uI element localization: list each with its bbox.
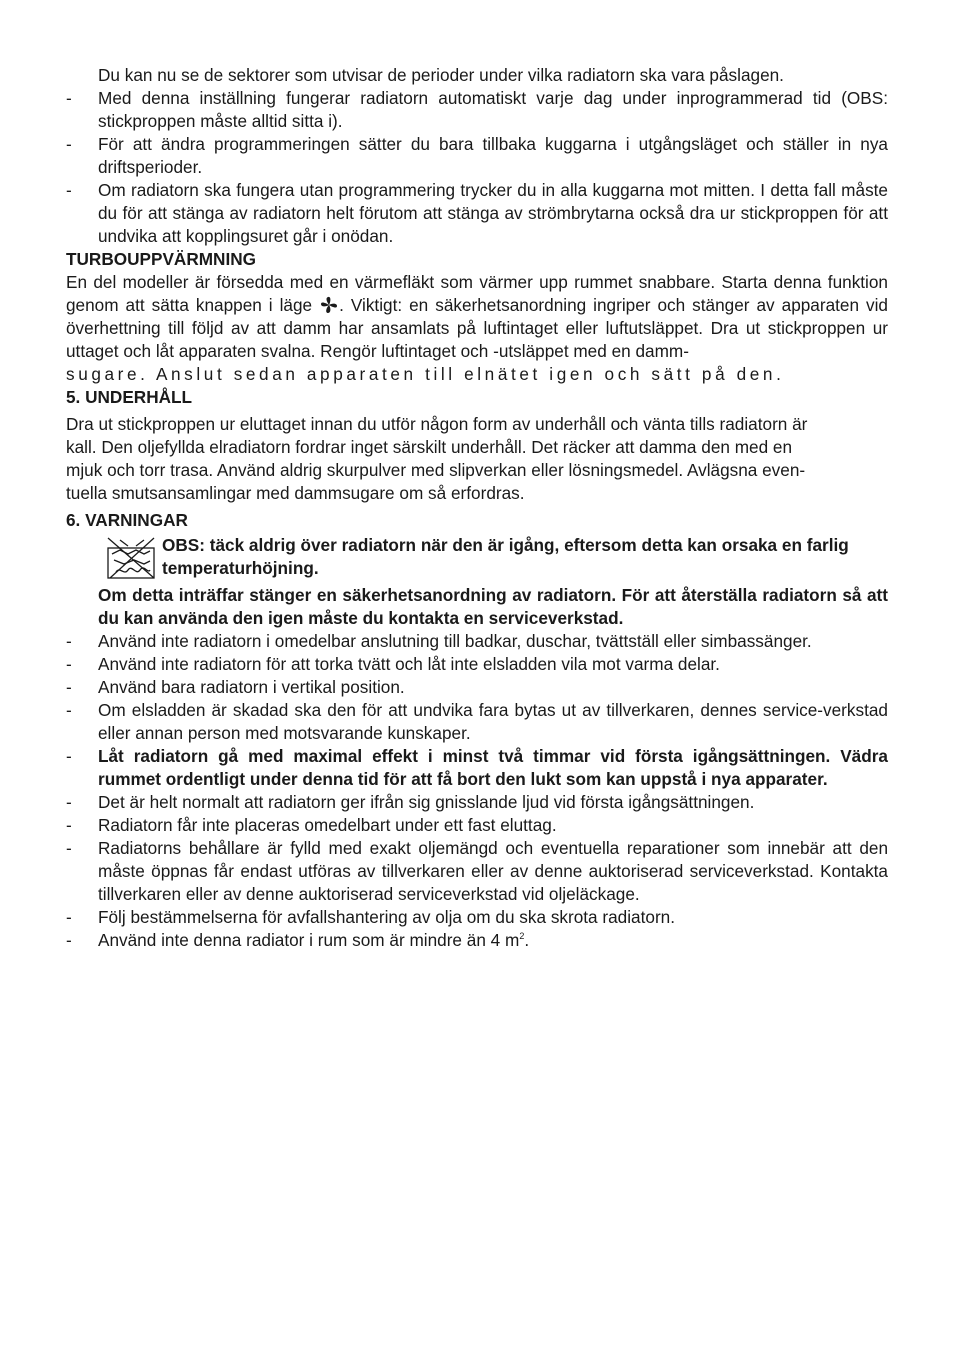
superscript: 2 [519, 931, 525, 941]
list-item [66, 133, 888, 179]
warning-obs-text: OBS: täck aldrig över radiatorn när den är igång, eftersom detta kan orsaka en farlig temperaturhöjning. [162, 535, 849, 578]
turbo-last-line: sugare. Anslut sedan apparaten till elnätet igen och sätt på den. [66, 364, 785, 384]
list-item [66, 699, 888, 745]
list-item-text: Använd bara radiatorn i vertikal position. [98, 677, 405, 697]
safety-note: Om detta inträffar stänger en säkerhetsanordning av radiatorn. För att återställa radiatorn så att du kan använda den igen måste du kontakta en serviceverkstad. [98, 585, 888, 628]
list-item-text-bold: Låt radiatorn gå med maximal effekt i minst två timmar vid första igångsättningen. Vädra rummet ordentligt under denna tid för att få bort den lukt som kan uppstå i nya apparater. [98, 746, 888, 789]
list-item [66, 676, 888, 699]
list-item-text: Med denna inställning fungerar radiatorn automatiskt varje dag under inprogrammerad tid (OBS: stickproppen måste alltid sitta i). [98, 88, 888, 131]
list-item-text: Radiatorn får inte placeras omedelbart under ett fast eluttag. [98, 815, 557, 835]
list-item [66, 929, 888, 952]
list-item [66, 179, 888, 248]
list-item [66, 653, 888, 676]
list-item-text [98, 929, 888, 952]
warnings-list [66, 630, 888, 952]
list-item-text: Använd inte radiatorn i omedelbar anslutning till badkar, duschar, tvättställ eller simbassänger. [98, 631, 812, 651]
list-item-text: För att ändra programmeringen sätter du bara tillbaka kuggarna i utgångsläget och ställer in nya driftsperioder. [98, 134, 888, 177]
list-item [66, 87, 888, 133]
last-item-end: . [524, 930, 530, 950]
maintenance-line: mjuk och torr trasa. Använd aldrig skurpulver med slipverkan eller lösningsmedel. Avlägsna even- [66, 460, 806, 480]
list-item-text: Använd inte radiatorn för att torka tvätt och låt inte elsladden vila mot varma delar. [98, 654, 720, 674]
list-item [66, 630, 888, 653]
list-dash: - [66, 930, 72, 950]
list-dash: - [66, 631, 72, 651]
fan-icon [319, 296, 339, 314]
list-item [66, 837, 888, 906]
list-item-text: Följ bestämmelserna för avfallshantering av olja om du ska skrota radiatorn. [98, 907, 676, 927]
maintenance-heading: 5. UNDERHÅLL [66, 387, 193, 407]
list-dash: - [66, 700, 72, 720]
list-dash: - [66, 134, 72, 154]
turbo-text-before: En del modeller är försedda med en värmefläkt som värmer upp rummet snabbare. Starta denna funktion genom att sätta knappen i läge [66, 272, 888, 315]
turbo-text-after: . Viktigt: en säkerhetsanordning ingriper och stänger av apparaten vid överhettning till följd av att damm har ansamlats på luftintaget eller luftutsläppet. Dra ut stickproppen ur uttaget och låt apparaten svalna. Rengör luftintaget och -utsläppet med en damm- [66, 295, 888, 361]
list-item-text: Radiatorns behållare är fylld med exakt oljemängd och eventuella reparationer som innebär att den måste öppnas får endast utföras av tillverkaren eller av denne auktoriserad serviceverkstad. Kontakta tillverkaren eller av denne auktoriserad serviceverkstad vid oljeläckage. [98, 838, 888, 904]
list-item [66, 791, 888, 814]
list-dash: - [66, 88, 72, 108]
maintenance-line: tuella smutsansamlingar med dammsugare om så erfordras. [66, 483, 525, 503]
list-dash: - [66, 746, 72, 766]
intro-continuation: Du kan nu se de sektorer som utvisar de perioder under vilka radiatorn ska vara påslagen. [98, 65, 784, 85]
list-item [66, 745, 888, 791]
list-item-text: Om elsladden är skadad ska den för att undvika fara bytas ut av tillverkaren, dennes service-verkstad eller annan person med motsvarande kunskaper. [98, 700, 888, 743]
list-item-text: Om radiatorn ska fungera utan programmering trycker du in alla kuggarna mot mitten. I detta fall måste du för att stänga av radiatorn helt förutom att stänga av strömbrytarna också dra ur stickproppen för att undvika att kopplingsuret går i onödan. [98, 180, 888, 246]
list-item [66, 906, 888, 929]
list-dash: - [66, 815, 72, 835]
warning-box [66, 534, 888, 580]
maintenance-paragraph [66, 413, 888, 505]
list-dash: - [66, 792, 72, 812]
list-item-text: Det är helt normalt att radiatorn ger ifrån sig gnisslande ljud vid första igångsättningen. [98, 792, 755, 812]
turbo-paragraph [66, 271, 888, 363]
maintenance-line: kall. Den oljefyllda elradiatorn fordrar inget särskilt underhåll. Det räcker att damma den med en [66, 437, 793, 457]
list-dash: - [66, 907, 72, 927]
turbo-heading: TURBOUPPVÄRMNING [66, 249, 257, 269]
list-item [66, 814, 888, 837]
warnings-heading: 6. VARNINGAR [66, 510, 188, 530]
do-not-cover-icon [106, 536, 158, 580]
list-dash: - [66, 838, 72, 858]
bullet-list-top [66, 87, 888, 248]
list-dash: - [66, 677, 72, 697]
list-dash: - [66, 654, 72, 674]
maintenance-line: Dra ut stickproppen ur eluttaget innan du utför någon form av underhåll och vänta tills radiatorn är [66, 414, 808, 434]
last-item-text: Använd inte denna radiator i rum som är mindre än 4 m [98, 930, 520, 950]
list-dash: - [66, 180, 72, 200]
